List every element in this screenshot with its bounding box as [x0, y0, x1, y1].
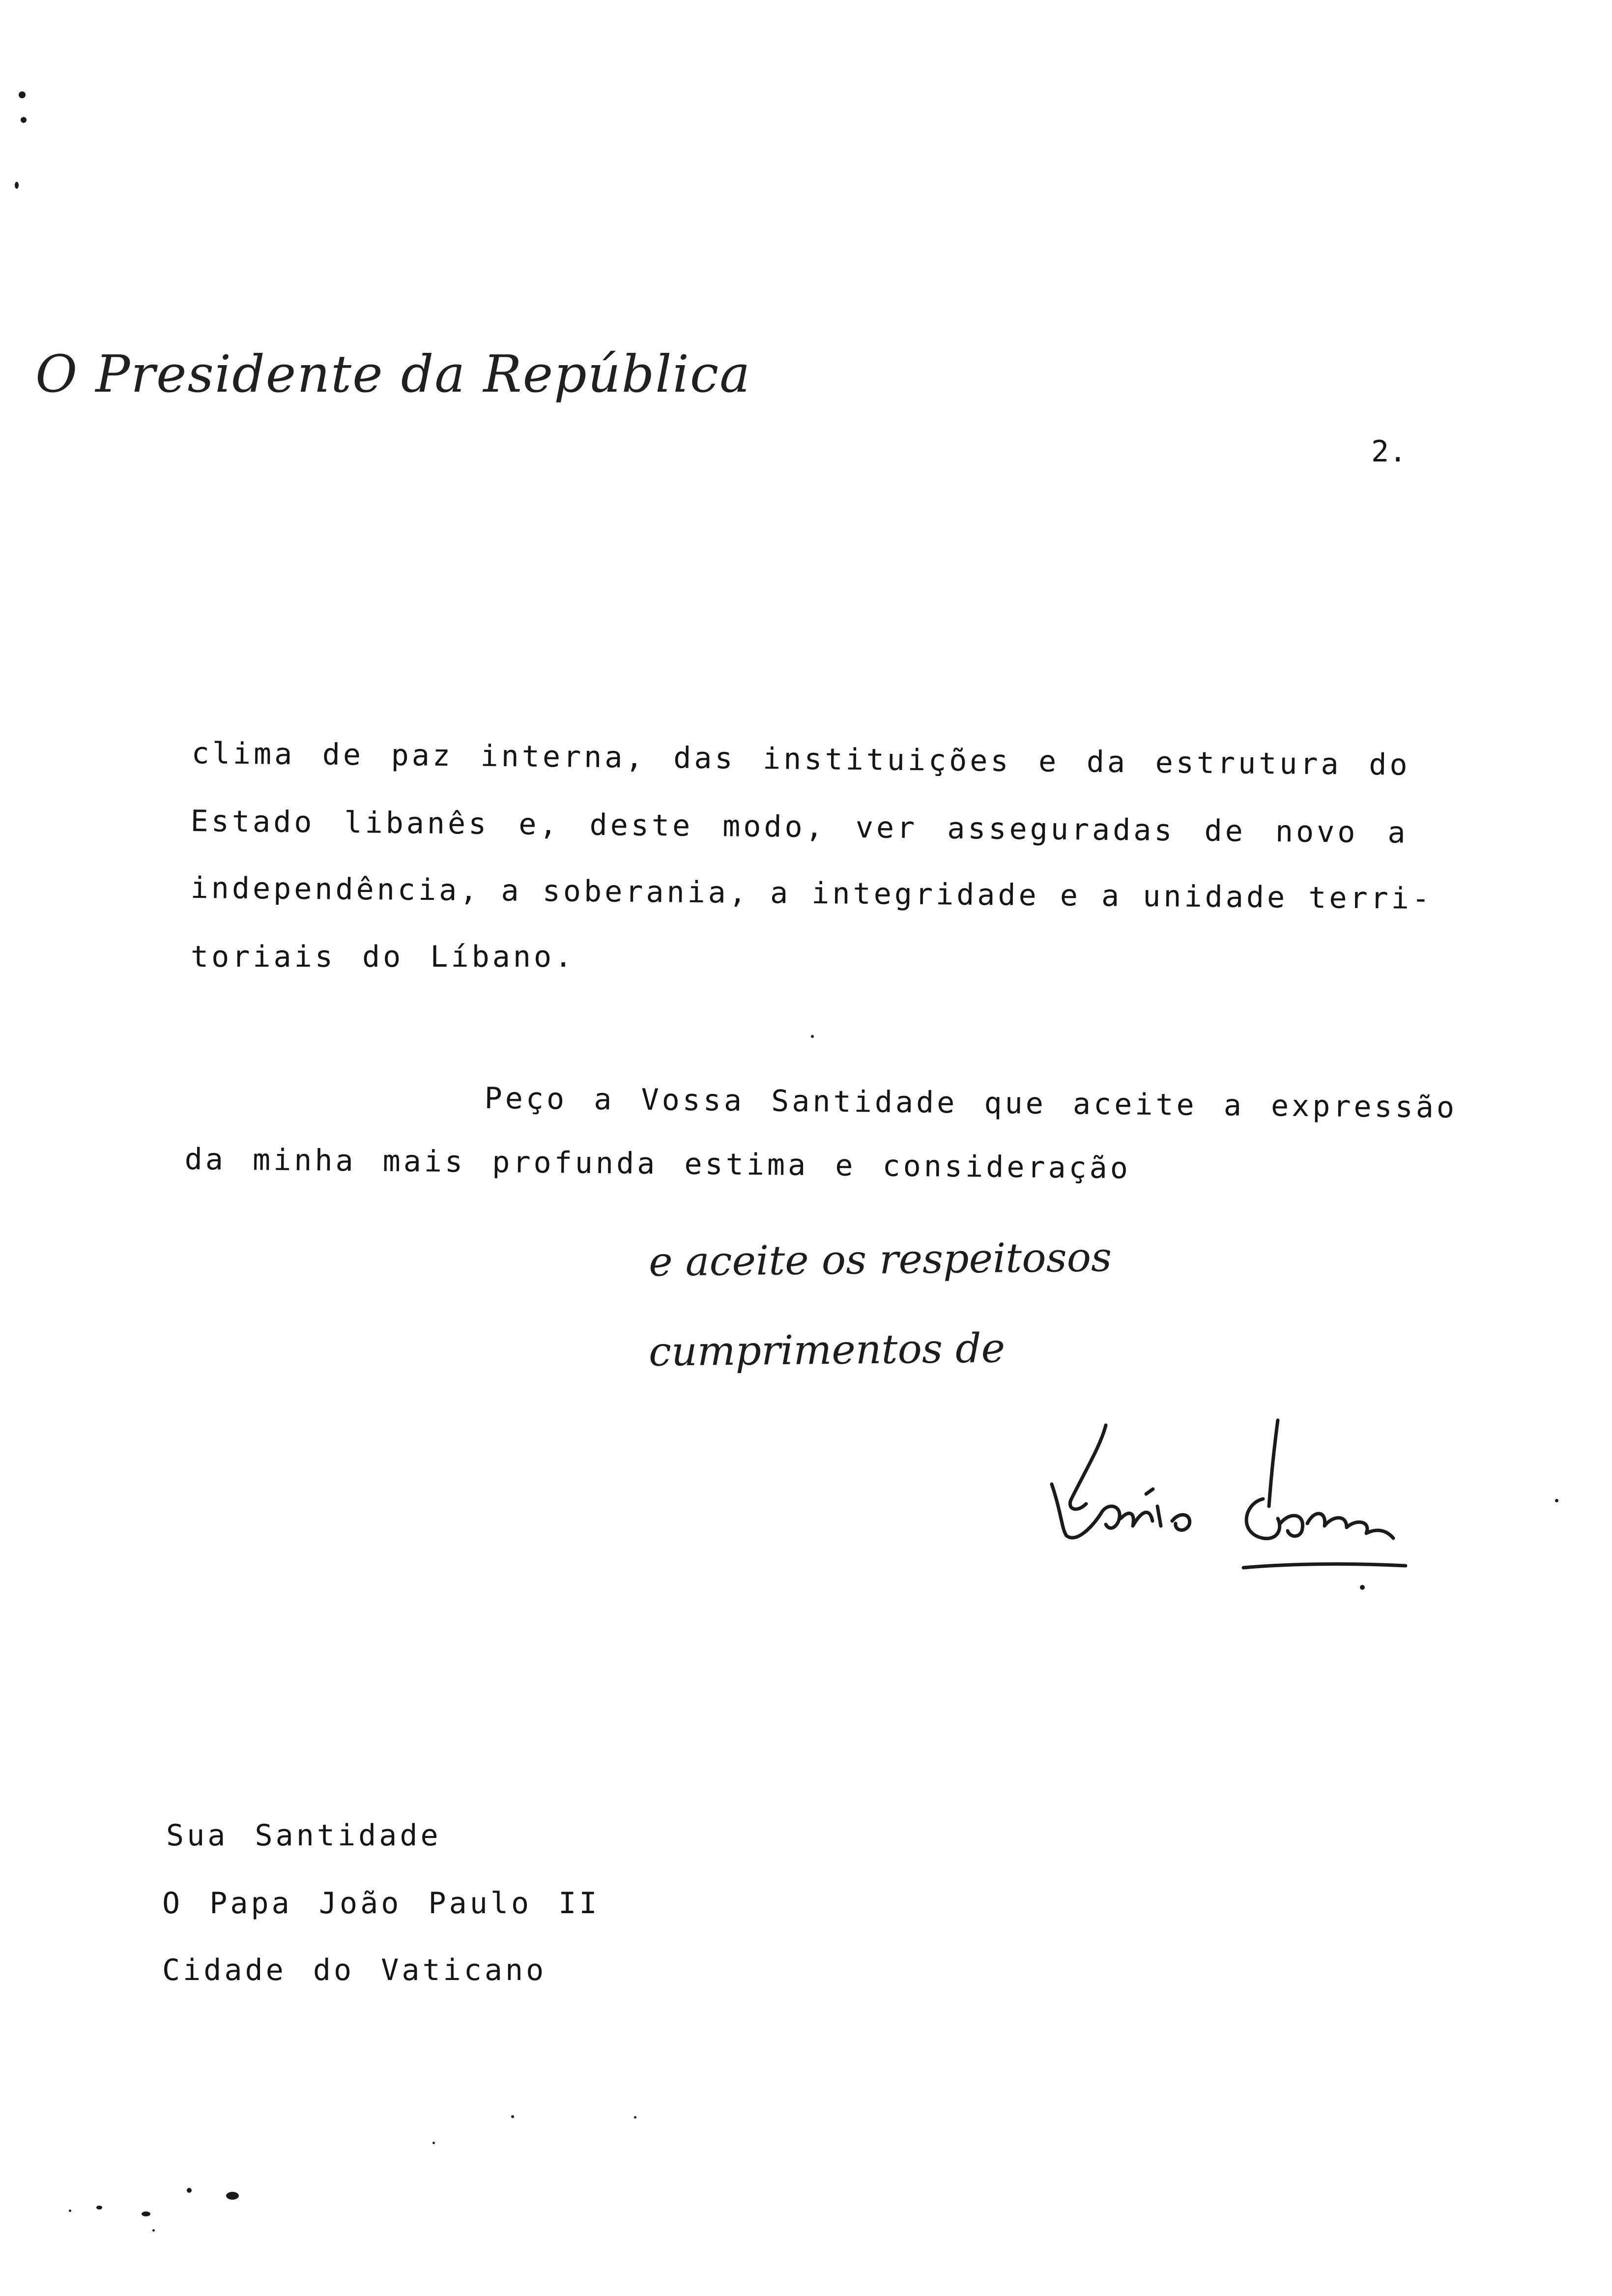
addressee-line: Cidade do Vaticano — [162, 1953, 547, 1987]
letterhead: O Presidente da República — [35, 344, 751, 404]
scan-speck — [96, 2206, 102, 2210]
scan-speck — [511, 2115, 514, 2118]
scan-speck — [226, 2192, 239, 2200]
scan-speck — [152, 2229, 155, 2232]
scan-speck — [811, 1035, 814, 1038]
scan-speck — [15, 182, 19, 189]
scan-speck — [634, 2116, 636, 2119]
paragraph-line: Estado libanês e, deste modo, ver asseguradas de novo a — [190, 804, 1409, 850]
scan-speck — [432, 2142, 435, 2144]
scan-speck — [19, 91, 26, 98]
addressee-line: O Papa João Paulo II — [162, 1886, 600, 1921]
paragraph-line: independência, a soberania, a integridade e a unidade terri- — [190, 871, 1433, 917]
scan-speck — [69, 2210, 71, 2212]
addressee-line: Sua Santidade — [166, 1818, 441, 1853]
paragraph-line: clima de paz interna, das instituições e da estrutura do — [191, 736, 1410, 782]
signature — [1032, 1415, 1425, 1592]
paragraph-line: da minha mais profunda estima e consideração — [184, 1142, 1131, 1186]
scan-speck — [1555, 1499, 1558, 1502]
paragraph-line: Peço a Vossa Santidade que aceite a expressão — [484, 1081, 1458, 1125]
paragraph-line: toriais do Líbano. — [191, 940, 576, 974]
page-number: 2. — [1371, 434, 1407, 469]
handwritten-closing: cumprimentos de — [648, 1325, 1006, 1376]
handwritten-closing: e aceite os respeitosos — [648, 1234, 1112, 1286]
scan-speck — [21, 117, 27, 123]
scan-speck — [187, 2188, 192, 2193]
scan-speck — [142, 2211, 150, 2216]
